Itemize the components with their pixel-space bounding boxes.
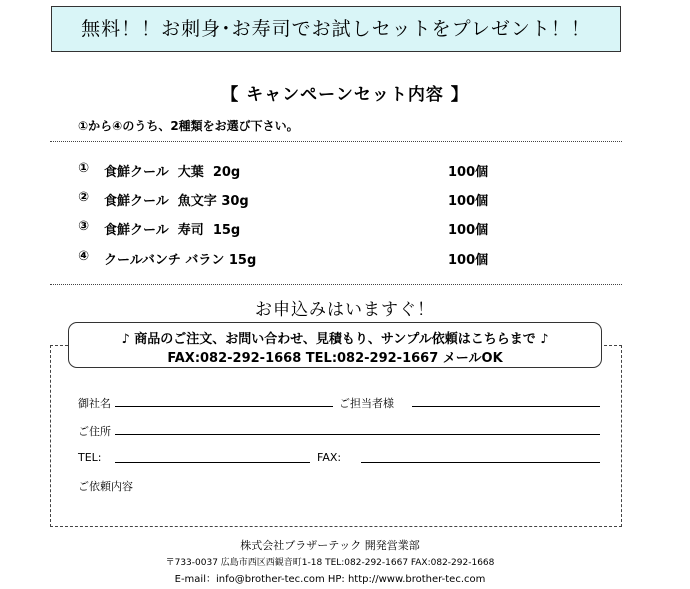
divider — [50, 284, 622, 285]
person-field[interactable] — [412, 406, 600, 407]
set-item — [78, 161, 528, 179]
item-quantity: 100個 — [448, 253, 489, 268]
contact-box — [68, 322, 602, 368]
fax-field[interactable] — [361, 462, 600, 463]
tel-field[interactable] — [115, 462, 310, 463]
contact-message: ♪ 商品のご注文、お問い合わせ、見積もり、サンプル依頼はこちらまで ♪ — [121, 332, 549, 347]
item-number: ① — [78, 161, 90, 176]
company-field[interactable] — [115, 406, 333, 407]
request-label: ご依頼内容 — [78, 480, 133, 493]
item-quantity: 100個 — [448, 223, 489, 238]
order-form — [50, 345, 622, 527]
set-item — [78, 249, 528, 267]
company-label: 御社名 — [78, 397, 111, 410]
contact-numbers: FAX:082-292-1668 TEL:082-292-1667 メールOK — [167, 351, 503, 366]
item-quantity: 100個 — [448, 165, 489, 180]
set-item — [78, 190, 528, 208]
item-name: 食鮮クール 寿司 15g — [104, 223, 241, 238]
set-item — [78, 219, 528, 237]
item-number: ② — [78, 190, 90, 205]
footer-address: 〒733-0037 広島市西区西観音町1-18 TEL:082-292-1667 FAX:082-292-1668 — [165, 558, 495, 568]
campaign-title: 【 キャンペーンセット内容 】 — [221, 85, 469, 105]
tel-label: TEL: — [78, 451, 102, 464]
address-field[interactable] — [115, 434, 600, 435]
address-label: ご住所 — [78, 425, 111, 438]
person-label: ご担当者様 — [339, 397, 394, 410]
item-name: 食鮮クール 魚文字 30g — [104, 194, 249, 209]
fax-label: FAX: — [317, 451, 342, 464]
apply-title: お申込みはいますぐ！ — [255, 300, 435, 320]
divider — [50, 141, 622, 142]
footer-web: E-mail：info@brother-tec.com HP: http://www.brother-tec.com — [174, 574, 486, 585]
footer-company: 株式会社ブラザーテック 開発営業部 — [240, 539, 420, 552]
item-name: クールバンチ バラン 15g — [104, 253, 257, 268]
item-number: ④ — [78, 249, 90, 264]
item-name: 食鮮クール 大葉 20g — [104, 165, 241, 180]
item-number: ③ — [78, 219, 90, 234]
item-quantity: 100個 — [448, 194, 489, 209]
campaign-banner: 無料！！お刺身･お寿司でお試しセットをプレゼント！！ — [51, 6, 621, 52]
selection-instruction: ①から④のうち、2種類をお選び下さい。 — [78, 119, 299, 133]
